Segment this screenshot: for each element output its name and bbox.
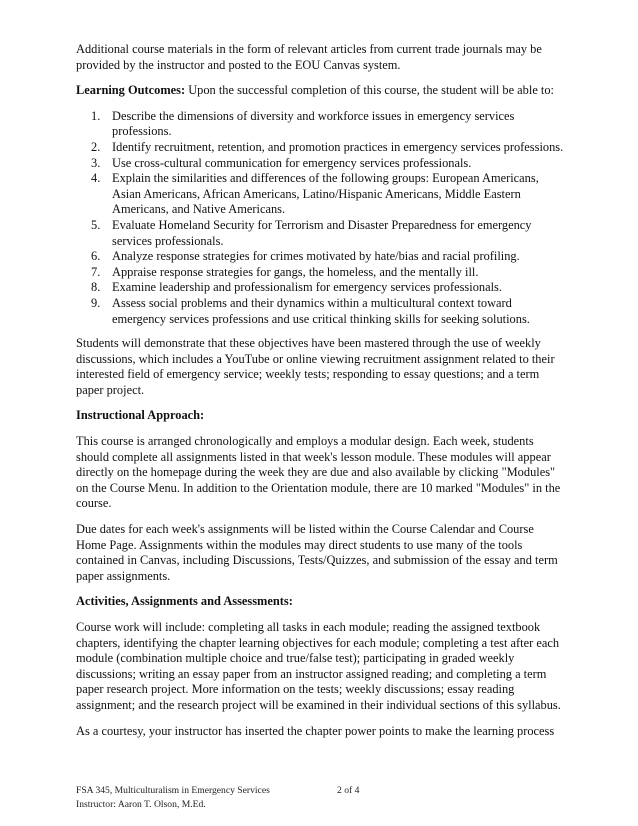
outcome-text: Assess social problems and their dynamics within a multicultural context toward emergency services professions and use critical thinking skills for seeking solutions. <box>112 295 530 326</box>
outcome-text: Use cross-cultural communication for emergency services professionals. <box>112 155 472 170</box>
page-footer <box>76 784 576 812</box>
learning-outcomes-intro <box>76 83 566 99</box>
outcome-item <box>76 249 566 265</box>
instructional-approach-paragraph-2: Due dates for each week's assignments will be listed within the Course Calendar and Course Home Page. Assignments within the modules may direct students to use many of the tools contained in Canvas, including Discussions, Tests/Quizzes, and submission of the essay and term paper assignments. <box>76 522 558 583</box>
learning-outcomes-label: Learning Outcomes: <box>76 83 186 98</box>
instructional-approach-heading: Instructional Approach: <box>76 408 205 423</box>
outcome-item <box>76 280 566 296</box>
activities-paragraph-2: As a courtesy, your instructor has inserted the chapter power points to make the learning process <box>76 723 555 738</box>
outcome-text: Describe the dimensions of diversity and workforce issues in emergency services professions. <box>112 108 515 139</box>
learning-outcomes-list <box>76 109 566 327</box>
outcome-text: Identify recruitment, retention, and promotion practices in emergency services professions. <box>112 139 564 154</box>
outcome-item <box>76 265 566 281</box>
outcome-number: 3. <box>91 155 101 170</box>
outcome-item <box>76 218 566 249</box>
outcome-number: 8. <box>91 280 101 295</box>
demonstration-paragraph: Students will demonstrate that these objectives have been mastered through the use of weekly discussions, which includes a YouTube or online viewing recruitment assignment related to their interested field of emergency service; weekly tests; responding to essay questions; and a term paper project. <box>76 336 555 397</box>
outcome-item <box>76 156 566 172</box>
outcome-item <box>76 140 566 156</box>
outcome-text: Evaluate Homeland Security for Terrorism and Disaster Preparedness for emergency services professionals. <box>112 217 532 248</box>
outcome-text: Explain the similarities and differences of the following groups: European Americans, Asian Americans, African Americans, Latino/Hispanic Americans, Middle Eastern Americans, and Native Americans. <box>112 171 539 217</box>
instructional-approach-paragraph-1: This course is arranged chronologically and employs a modular design. Each week, students should complete all assignments listed in that week's lesson module. These modules will appear directly on the homepage during the week they are due and also available by clicking "Modules" on the Course Menu. In addition to the Orientation module, there are 10 marked "Modules" in the course. <box>76 434 561 511</box>
outcome-number: 1. <box>91 108 101 123</box>
outcome-number: 9. <box>91 295 101 310</box>
outcome-text: Examine leadership and professionalism for emergency services professionals. <box>112 280 502 295</box>
intro-paragraph: Additional course materials in the form of relevant articles from current trade journals may be provided by the instructor and posted to the EOU Canvas system. <box>76 42 542 72</box>
outcome-item <box>76 171 566 218</box>
outcome-number: 4. <box>91 171 101 186</box>
outcome-text: Analyze response strategies for crimes motivated by hate/bias and racial profiling. <box>112 249 520 264</box>
outcome-number: 7. <box>91 264 101 279</box>
outcome-number: 5. <box>91 217 101 232</box>
footer-course-title: FSA 345, Multiculturalism in Emergency Services <box>76 785 270 796</box>
page-content <box>76 42 566 749</box>
footer-instructor: Instructor: Aaron T. Olson, M.Ed. <box>76 799 206 810</box>
learning-outcomes-text: Upon the successful completion of this course, the student will be able to: <box>185 83 554 98</box>
outcome-number: 2. <box>91 139 101 154</box>
outcome-text: Appraise response strategies for gangs, the homeless, and the mentally ill. <box>112 264 479 279</box>
footer-page-number: 2 of 4 <box>337 785 360 796</box>
activities-heading: Activities, Assignments and Assessments: <box>76 594 293 609</box>
activities-paragraph-1: Course work will include: completing all tasks in each module; reading the assigned textbook chapters, identifying the chapter learning objectives for each module; completing a test after each module (combination multiple choice and true/false test); participating in graded weekly discussions; writing an essay paper from an instructor assigned reading; and completing a term paper research project. More information on the tests; weekly discussions; essay reading assignment; and the research project will be examined in their individual sections of this syllabus. <box>76 620 561 712</box>
outcome-number: 6. <box>91 249 101 264</box>
outcome-item <box>76 109 566 140</box>
outcome-item <box>76 296 566 327</box>
